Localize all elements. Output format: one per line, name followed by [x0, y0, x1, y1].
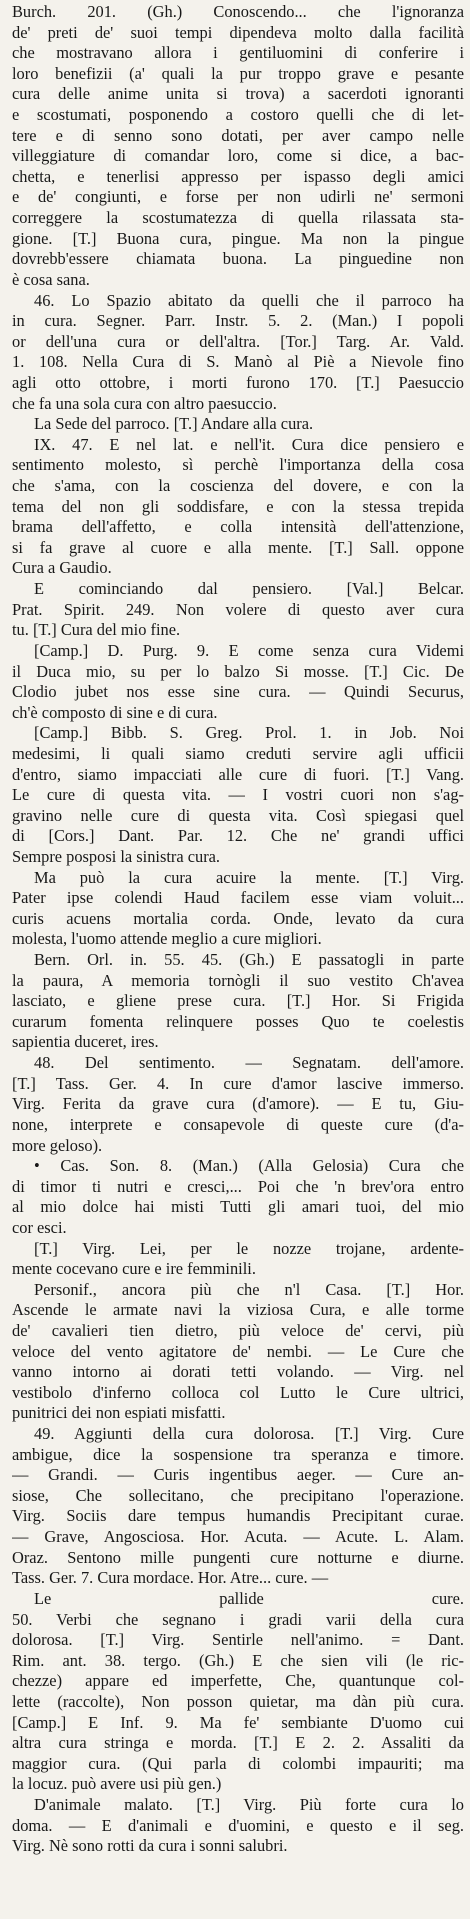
text-line: la paura, A memoria tornògli il suo vestito Ch'avea [12, 970, 464, 990]
text-line: Ma può la cura acuire la mente. [T.] Virg. [34, 867, 464, 887]
text-line: de' preti de' suoi tempi dipendeva molto dalla facilità [12, 22, 464, 42]
text-line: [Camp.] Bibb. S. Greg. Prol. 1. in Job. Noi [34, 723, 464, 743]
text-line: di timor ti nutri e cresci,... Poi che 'n brev'ora entro [12, 1176, 464, 1196]
text-line: [T.] Tass. Ger. 4. In cure d'amor lascive immerso. [12, 1073, 464, 1093]
text-line: 1. 108. Nella Cura di S. Manò al Piè a Nievole fino [12, 352, 464, 372]
text-line: Sempre posposi la sinistra cura. [12, 846, 221, 866]
text-line: doma. — E d'animali e d'uomini, e questo e il seg. [12, 1815, 464, 1835]
text-line: che s'ama, con la coscienza del dovere, e con la [12, 476, 464, 496]
text-line: E cominciando dal pensiero. [Val.] Belcar. [34, 579, 464, 599]
text-line: curis acuens mortalia corda. Onde, levato da cura [12, 908, 464, 928]
text-line: Rim. ant. 38. tergo. (Gh.) E che sien vili (le ric- [12, 1650, 464, 1670]
text-line: medesimi, li quali siamo creduti servire agli ufficii [12, 743, 464, 763]
text-line: none, interprete e consapevole di queste cure (d'a- [12, 1114, 464, 1134]
text-line: [Camp.] D. Purg. 9. E come senza cura Videmi [34, 640, 464, 660]
text-line: Burch. 201. (Gh.) Conoscendo... che l'ignoranza [12, 2, 464, 21]
text-line: Ascende le armate navi la viziosa Cura, e alle torme [12, 1300, 464, 1320]
text-line: al mio dolce hai misti Tutti gli amari tuoi, del mio [12, 1197, 464, 1217]
text-line: Le pallide cure. [34, 1588, 464, 1608]
text-line: d'entro, siamo impacciati alle cure di fuori. [T.] Vang. [12, 764, 464, 784]
text-line: Pater ipse colendi Haud facilem esse viam voluit... [12, 888, 464, 908]
text-line: gione. [T.] Buona cura, pingue. Ma non la pingue [12, 228, 464, 248]
text-line: sentimento molesto, sì perchè l'importanza della cosa [12, 455, 464, 475]
text-line: 48. Del sentimento. — Segnatam. dell'amore. [34, 1053, 464, 1073]
text-line: Bern. Orl. in. 55. 45. (Gh.) E passatogli in parte [34, 950, 464, 970]
text-line: di [Cors.] Dant. Par. 12. Che ne' grandi uffici [12, 826, 464, 846]
text-line: [Camp.] E Inf. 9. Ma fe' sembiante D'uomo cui [12, 1712, 464, 1732]
text-line: La Sede del parroco. [T.] Andare alla cura. [34, 414, 314, 434]
text-line: tema del non gli soddisfare, e con la stessa trepida [12, 496, 464, 516]
text-line: Le cure di questa vita. — I vostri cuori non s'ag- [12, 785, 464, 805]
text-line: gravino nelle cure di questa vita. Così spiegasi quel [12, 805, 464, 825]
text-line: brama dell'affetto, e colla intensità dell'attenzione, [12, 517, 464, 537]
text-line: che fa una sola cura con altro paesuccio. [12, 393, 277, 413]
text-line: Virg. Nè sono rotti da cura i sonni salubri. [12, 1836, 288, 1856]
text-line: — Grandi. — Curis ingentibus aeger. — Cure an- [12, 1465, 464, 1485]
text-line: cor esci. [12, 1217, 67, 1237]
text-line: Virg. Sociis dare tempus humandis Precipitant curae. [12, 1506, 464, 1526]
text-line: che mostravano allora i gentiluomini di conferire i [12, 43, 464, 63]
text-line: chezze) appare ed imperfette, Che, quantunque col- [12, 1671, 464, 1691]
text-line: 50. Verbi che segnano i gradi varii della cura [12, 1609, 464, 1629]
text-line: tu. [T.] Cura del mio fine. [12, 620, 181, 640]
text-line: ambigue, dice la sospensione tra speranza e timore. [12, 1444, 464, 1464]
text-line: lette (raccolte), Non posson quietar, ma dàn più cura. [12, 1691, 464, 1711]
text-line: [T.] Virg. Lei, per le nozze trojane, ardente- [34, 1238, 464, 1258]
text-line: correggere la scostumatezza di quella rilassata sta- [12, 208, 464, 228]
text-line: Tass. Ger. 7. Cura mordace. Hor. Atre... cure. — [12, 1568, 329, 1588]
text-line: cura delle anime unita si trova) a sacerdoti ignoranti [12, 84, 464, 104]
text-line: Virg. Ferita da grave cura (d'amore). — E tu, Giu- [12, 1094, 464, 1114]
text-line: • Cas. Son. 8. (Man.) (Alla Gelosia) Cura che [34, 1156, 464, 1176]
text-line: 46. Lo Spazio abitato da quelli che il parroco ha [34, 290, 464, 310]
text-line: vestibolo d'inferno colloca col Lutto le Cure ultrici, [12, 1382, 464, 1402]
text-line: Prat. Spirit. 249. Non volere di questo aver cura [12, 599, 464, 619]
text-line: la locuz. può avere usi più gen.) [12, 1774, 222, 1794]
text-line: si fa grave al cuore e alla mente. [T.] Sall. oppone [12, 537, 464, 557]
text-line: altra cura stringa e morda. [T.] E 2. 2. Assaliti da [12, 1733, 464, 1753]
text-line: in cura. Segner. Parr. Instr. 5. 2. (Man.) I popoli [12, 311, 464, 331]
text-line: sapientia duceret, ires. [12, 1032, 159, 1052]
text-line: de' cavalieri tien dietro, più veloce de' cervi, più [12, 1321, 464, 1340]
text-line: agli otto ottobre, i morti furono 170. [T.] Paesuccio [12, 372, 464, 392]
text-line: ch'è composto di sine e di cura. [12, 702, 218, 722]
text-line: Clodio jubet nos esse sine cura. — Quindi Securus, [12, 682, 464, 702]
text-line: siose, Che sollecitano, che precipitano l'operazione. [12, 1485, 464, 1505]
text-line: molesta, l'uomo attende meglio a cure migliori. [12, 929, 322, 949]
text-line: lasciato, e gliene prese cura. [T.] Hor. Si Frigida [12, 991, 464, 1011]
text-line: vanno intorno ai dorati tetti volando. — Virg. nel [12, 1362, 464, 1382]
text-line: e scostumati, posponendo a costoro quelli che di let- [12, 105, 464, 125]
text-line: maggior cura. (Qui parla di colombi impauriti; ma [12, 1753, 464, 1773]
text-line: dovrebb'essere chiamata buona. La pinguedine non [12, 249, 464, 269]
text-line: more geloso). [12, 1135, 103, 1155]
text-line: il Duca mio, su per lo balzo Si mosse. [T.] Cic. De [12, 661, 464, 681]
text-line: D'animale malato. [T.] Virg. Più forte cura lo [34, 1795, 464, 1815]
text-line: dolorosa. [T.] Virg. Sentirle nell'animo. = Dant. [12, 1630, 464, 1650]
text-line: tere e di senno sono dotati, per aver campo nelle [12, 125, 464, 145]
text-line: Personif., ancora più che n'l Casa. [T.] Hor. [34, 1279, 464, 1299]
text-line: — Grave, Angosciosa. Hor. Acuta. — Acute. L. Alam. [12, 1527, 464, 1547]
text-line: punitrici dei non espiati misfatti. [12, 1403, 226, 1423]
text-line: è cosa sana. [12, 269, 90, 289]
text-line: veloce del vento agitatore de' nembi. — Le Cure che [12, 1341, 464, 1361]
text-line: IX. 47. E nel lat. e nell'it. Cura dice pensiero e [34, 434, 464, 454]
text-line: e de' congiunti, e forse per non udirli ne' sermoni [12, 187, 464, 207]
text-line: loro benefizii (a' quali la pur troppo grave e pesante [12, 63, 464, 83]
text-line: Oraz. Sentono mille pungenti cure notturne e diurne. [12, 1547, 464, 1567]
text-line: mente cocevano cure e ire femminili. [12, 1259, 256, 1279]
text-line: curarum fomenta relinquere posses Quo te coelestis [12, 1011, 464, 1031]
text-line: or dell'una cura or dell'altra. [Tor.] Targ. Ar. Vald. [12, 331, 464, 351]
text-line: Cura a Gaudio. [12, 558, 112, 578]
text-line: 49. Aggiunti della cura dolorosa. [T.] Virg. Cure [34, 1424, 464, 1444]
text-line: villeggiature di comandar loro, come si dice, a bac- [12, 146, 464, 166]
text-line: chetta, e tenerlisi appresso per ispasso degli amici [12, 166, 464, 186]
